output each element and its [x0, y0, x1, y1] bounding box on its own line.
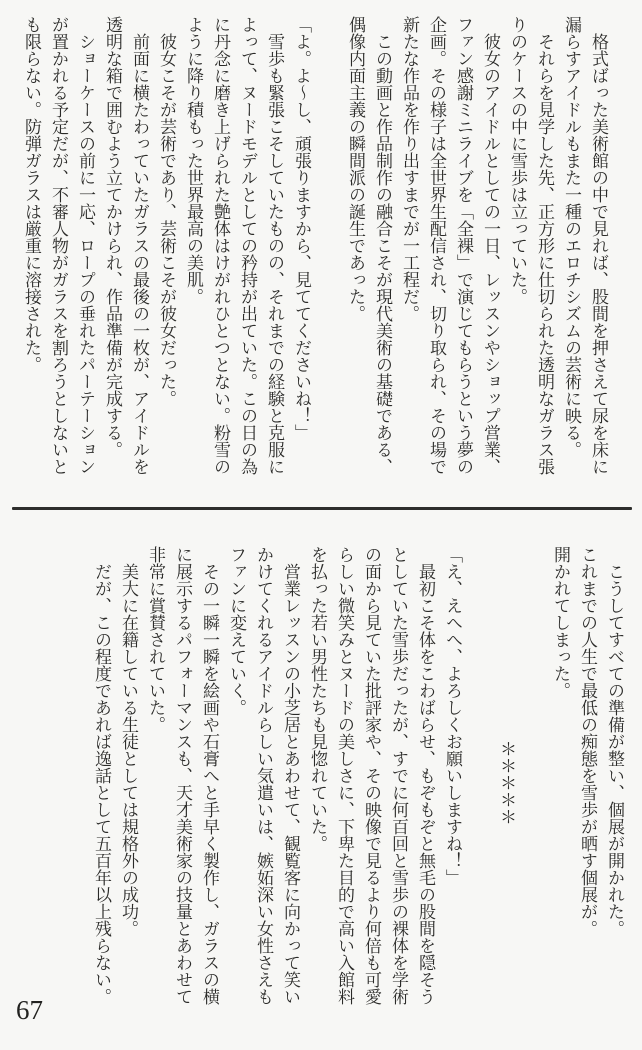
paragraph: 最初こそ体をこわばらせ、もぞもぞと無毛の股間を隠そうとしていた雪歩だったが、すでに何百回と雪歩の裸体を学術の面から見ていた批評家や、その映像で見るより何倍も可愛らしい微笑みとヌードの美しさに、下卑た目的で高い入館料を払った若い男性たちも見惚れていた。 [308, 546, 435, 1005]
section-divider [12, 507, 632, 510]
page-number: 67 [16, 995, 43, 1025]
paragraph: こうしてすべての準備が整い、個展が開かれた。 [605, 563, 624, 937]
paragraph: 雪歩も緊張こそしていたものの、それまでの経験と克服によって、ヌードモデルとしての矜持が出ていた。この日の為に丹念に磨き上げられた艶体はけがれひとつとない。粉雪のように降り積もった世界最高の美肌。 [184, 16, 284, 475]
top-text-block [12, 16, 612, 488]
paragraph: 格式ばった美術館の中で見れば、股間を押さえて尿を床に漏らすアイドルもまた一種のエロチシズムの芸術に映る。 [562, 16, 608, 475]
bottom-text-block [14, 546, 628, 1018]
paragraph: だが、この程度であれば逸話として五百年以上残らない。 [92, 563, 111, 1005]
blank-line [520, 546, 547, 1018]
paragraph: その一瞬一瞬を絵画や石膏へと手早く製作し、ガラスの横に展示するパフォーマンスも、天才美術家の技量とあわせて非常に賞賛されていた。 [146, 546, 219, 1005]
paragraph: 前面に横たわっていたガラスの最後の一枚が、アイドルを透明な箱で囲むよう立てかけられ、作品準備が完成する。 [103, 16, 149, 475]
paragraph: 美大に在籍している生徒としては規格外の成功。 [119, 563, 138, 937]
paragraph: 彼女こそが芸術であり、芸術こそが彼女だった。 [157, 33, 176, 407]
paragraph: ショーケースの前に一応、ロープの垂れたパーテーションが置かれる予定だが、不審人物がガラスを割ろうとしないとも限らない。防弾ガラスは厳重に溶接された。 [22, 16, 95, 475]
dialogue-paragraph: 「よ。よ〜し、頑張りますから、見ててくださいね！」 [292, 16, 311, 441]
paragraph: 開かれてしまった。 [551, 546, 570, 699]
paragraph: 彼女のアイドルとしての一日、レッスンやショップ営業、ファン感謝ミニライブを「全裸」で演じてもらうという夢の企画。その様子は全世界生配信され、切り取られ、その場で新たな作品を作り出すまでが一工程だ。 [400, 16, 500, 475]
paragraph: 営業レッスンの小芝居とあわせて、観覧客に向かって笑いかけてくれるアイドルらしい気遣いは、嫉妬深い女性さえもファンに変えていく。 [227, 546, 300, 1005]
paragraph: それらを見学した先、正方形に仕切られた透明なガラス張りのケースの中に雪歩は立っていた。 [508, 16, 554, 475]
blank-line [466, 546, 493, 1018]
paragraph: この動画と作品制作の融合こそが現代美術の基礎である、偶像内面主義の瞬間派の誕生であった。 [346, 16, 392, 475]
paragraph: これまでの人生で最低の痴態を雪歩が晒す個展が。 [578, 546, 597, 937]
asterisk-separator: ＊＊＊＊＊ [497, 739, 516, 825]
blank-line [315, 16, 342, 488]
dialogue-paragraph: 「え、えへへ、よろしくお願いしますね！」 [443, 546, 462, 886]
